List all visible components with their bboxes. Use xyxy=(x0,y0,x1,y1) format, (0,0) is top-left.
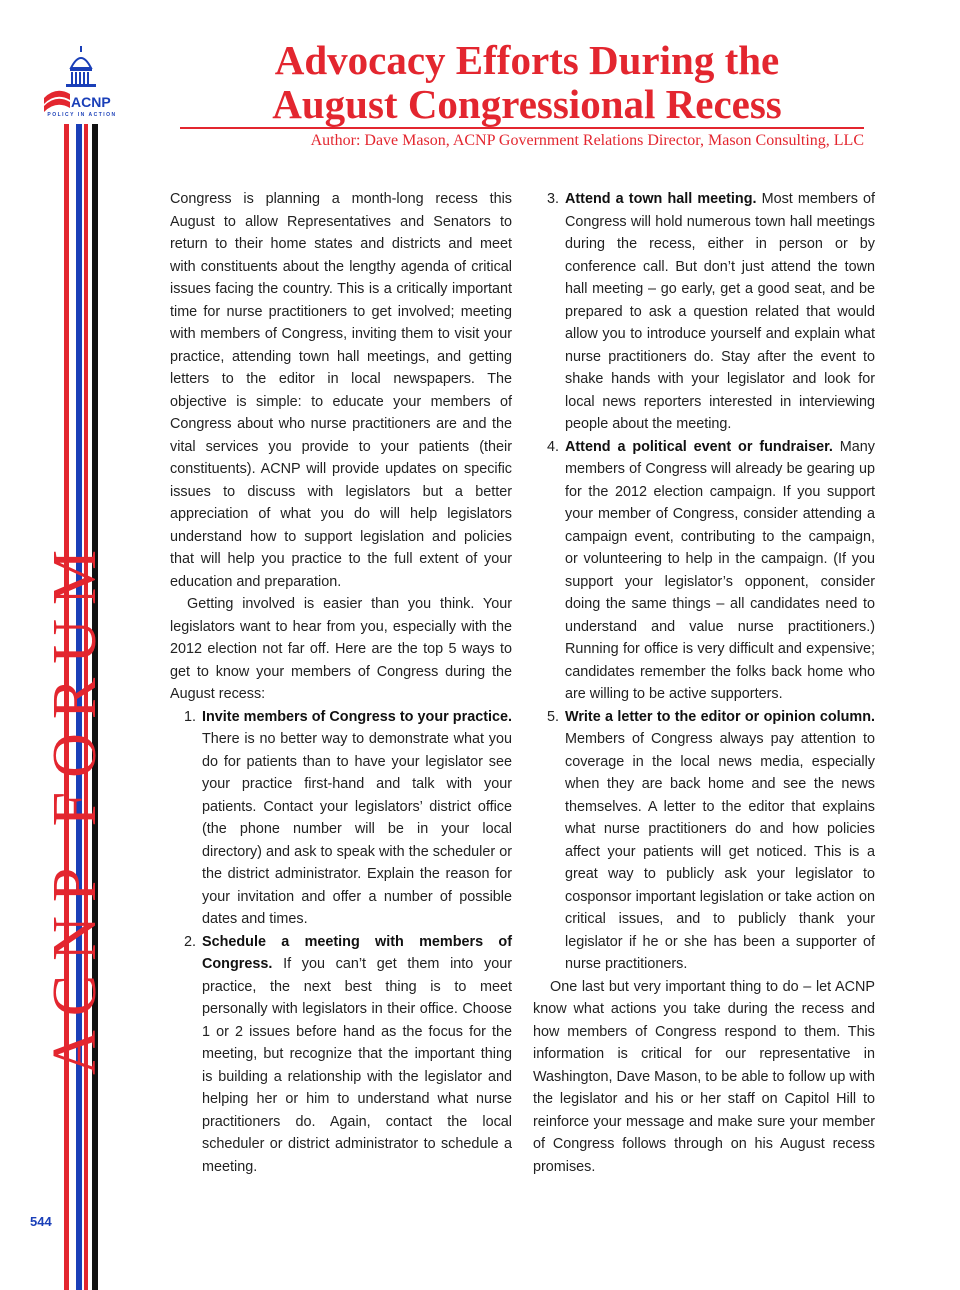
tips-list-part-1 xyxy=(170,706,512,1179)
item-text: There is no better way to demonstrate what you do for patients than to have your legislator see your practice first-hand and talk with your patients. Contact your legislators’ district office (the phone number will be in your local directory) and ask to speak with the scheduler or the district administrator. Explain the reason for your invitation and offer a number of possible dates and times. xyxy=(202,731,512,927)
item-number: 3. xyxy=(547,191,560,207)
list-item xyxy=(533,706,875,976)
item-text: Most members of Congress will hold numerous town hall meetings during the recess, either in person or by conference call. But don’t just attend the town hall meeting – go early, get a good seat, and be prepared to ask a question related that would allow you to introduce yourself and explain what nurse practitioners do. Stay after the event to shake hands with your legislator and look for local news reporters interested in interviewing people about the meeting. xyxy=(565,191,875,432)
article-title xyxy=(170,38,884,126)
second-paragraph: Getting involved is easier than you think. Your legislators want to hear from you, especially with the 2012 election not far off. Here are the top 5 ways to get to know your members of Congress during the August recess: xyxy=(170,596,512,702)
title-rule xyxy=(180,127,864,129)
logo-text: ACNP xyxy=(71,94,111,110)
title-line-1: Advocacy Efforts During the xyxy=(274,37,780,83)
intro-paragraph: Congress is planning a month-long recess this August to allow Representatives and Senators to return to their home states and districts and meet with constituents about the lengthy agenda of critical issues facing the country. This is a critically important time for nurse practitioners to get involved; meeting with members of Congress, inviting them to visit your practice, attending town hall meetings, and getting letters to the editor in local newspapers. The objective is simple: to educate your members of Congress about who nurse practitioners are and the vital services you provide to your patients (their constituents). ACNP will provide updates on specific issues to discuss with legislators but a better appreciation of what you do will help legislators understand how to support legislation and policies that will help you practice to the full extent of your education and preparation. xyxy=(170,191,512,590)
page-number: 544 xyxy=(30,1214,52,1229)
item-text: Many members of Congress will already be gearing up for the 2012 election campaign. If you support your member of Congress, consider attending a campaign event, contributing to the campaign, or volunteering to help in the campaign. (If you support your legislator’s opponent, consider doing the same things – all candidates need to understand and value nurse practitioners.) Running for office is very difficult and expensive; candidates remember the folks back home who are willing to be active supporters. xyxy=(565,438,875,702)
item-heading: Schedule a meeting with members of Congress. xyxy=(202,933,512,972)
right-column xyxy=(533,188,875,1178)
journal-name-vertical: ACNP FORUM xyxy=(41,535,109,1075)
item-heading: Write a letter to the editor or opinion column. xyxy=(565,708,875,725)
item-number: 5. xyxy=(547,708,560,725)
item-heading: Attend a town hall meeting. xyxy=(565,191,757,207)
item-number: 4. xyxy=(547,438,560,455)
item-text: Members of Congress always pay attention to coverage in the local news media, especially when they are back home and see the news themselves. A letter to the editor that explains what nurse practitioners do and how policies affect your patients will get noticed. This is a great way to publicly ask your legislator to cosponsor important legislation or take action on critical issues, and to publicly thank your legislator if he or she has been a supporter of nurse practitioners. xyxy=(565,731,875,972)
item-text: If you can’t get them into your practice, the next best thing is to meet personally with legislators in their office. Choose 1 or 2 issues before hand as the focus for the meeting, but recognize that the important thing is building a relationship with the legislator and helping her or him to understand what nurse practitioners do. Again, contact the local scheduler or district administrator to schedule a meeting. xyxy=(202,956,512,1175)
item-number: 2. xyxy=(184,933,197,950)
item-number: 1. xyxy=(184,708,197,725)
list-item xyxy=(533,188,875,436)
list-item xyxy=(170,706,512,931)
capitol-dome-icon xyxy=(66,46,96,87)
tips-list-part-2 xyxy=(533,188,875,976)
item-heading: Attend a political event or fundraiser. xyxy=(565,438,833,455)
title-line-2: August Congressional Recess xyxy=(272,81,782,127)
flag-swoosh-icon xyxy=(44,91,70,112)
left-column xyxy=(170,188,512,1178)
item-heading: Invite members of Congress to your practice. xyxy=(202,708,512,725)
closing-paragraph: One last but very important thing to do – let ACNP know what actions you take during the recess and how members of Congress respond to them. This information is critical for our representative in Washington, Dave Mason, to be able to follow up with the legislator and his or her staff on Capitol Hill to reinforce your message and make sure your member of Congress follows through on his August recess promises. xyxy=(533,978,875,1175)
list-item xyxy=(170,931,512,1179)
list-item xyxy=(533,436,875,706)
author-line: Author: Dave Mason, ACNP Government Relations Director, Mason Consulting, LLC xyxy=(310,132,864,149)
logo-tagline: POLICY IN ACTION xyxy=(47,112,117,118)
